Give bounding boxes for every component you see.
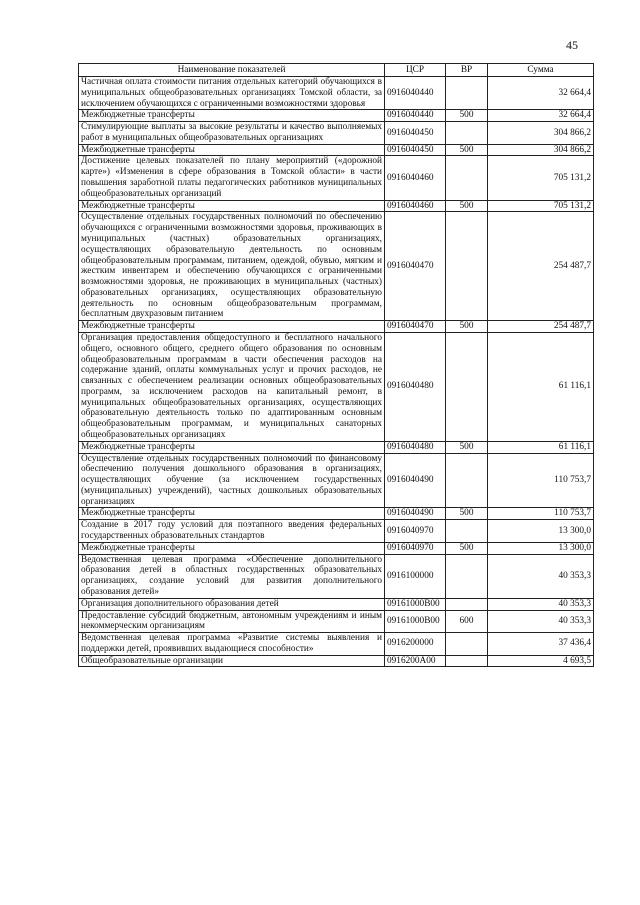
cell-name: Межбюджетные трансферты — [79, 441, 385, 453]
cell-vr — [446, 332, 488, 441]
cell-csr: 0916040450 — [385, 122, 446, 145]
cell-sum: 254 487,7 — [488, 321, 594, 333]
cell-sum: 37 436,4 — [488, 633, 594, 656]
cell-vr: 500 — [446, 144, 488, 156]
cell-sum: 4 693,5 — [488, 655, 594, 667]
cell-csr: 0916040480 — [385, 332, 446, 441]
cell-vr: 500 — [446, 542, 488, 554]
table-row — [79, 122, 594, 145]
header-sum: Сумма — [488, 64, 594, 77]
cell-name: Создание в 2017 году условий для поэтапного введения федеральных государственных образовательных стандартов — [79, 520, 385, 543]
cell-name: Межбюджетные трансферты — [79, 321, 385, 333]
table-row — [79, 508, 594, 520]
cell-csr: 0916040470 — [385, 321, 446, 333]
budget-table — [78, 63, 594, 667]
cell-vr — [446, 453, 488, 508]
cell-vr — [446, 77, 488, 110]
cell-sum: 705 131,2 — [488, 200, 594, 212]
cell-csr: 0916040440 — [385, 110, 446, 122]
cell-sum: 40 353,3 — [488, 554, 594, 598]
cell-sum: 110 753,7 — [488, 453, 594, 508]
cell-name: Межбюджетные трансферты — [79, 200, 385, 212]
cell-csr: 0916040490 — [385, 453, 446, 508]
cell-vr — [446, 520, 488, 543]
cell-csr: 09161000В00 — [385, 610, 446, 633]
cell-sum: 61 116,1 — [488, 441, 594, 453]
header-csr: ЦСР — [385, 64, 446, 77]
cell-sum: 705 131,2 — [488, 156, 594, 200]
table-row — [79, 610, 594, 633]
cell-vr: 500 — [446, 110, 488, 122]
table-row — [79, 144, 594, 156]
cell-csr: 0916040490 — [385, 508, 446, 520]
cell-vr: 600 — [446, 610, 488, 633]
table-row — [79, 542, 594, 554]
cell-vr: 500 — [446, 441, 488, 453]
cell-sum: 40 353,3 — [488, 610, 594, 633]
cell-name: Организация дополнительного образования детей — [79, 598, 385, 610]
cell-name: Межбюджетные трансферты — [79, 144, 385, 156]
cell-name: Ведомственная целевая программа «Развитие системы выявления и поддержки детей, проявивших выдающиеся способности» — [79, 633, 385, 656]
cell-name: Организация предоставления общедоступного и бесплатного начального общего, основного общего, среднего общего образования по основным общеобразовательным программам в части обеспечения расходов на содержание зданий, оплаты коммунальных услуг и прочих расходов, не связанных с обеспечением реализации основных общеобразовательных программ, за исключением расходов на капитальный ремонт, в муниципальных общеобразовательных организациях, осуществляющих образовательную деятельность только по адаптированным основным общеобразовательным программам, и муниципальных санаторных общеобразовательных организациях — [79, 332, 385, 441]
cell-sum: 32 664,4 — [488, 77, 594, 110]
cell-name: Межбюджетные трансферты — [79, 542, 385, 554]
table-row — [79, 156, 594, 200]
cell-csr: 0916040480 — [385, 441, 446, 453]
cell-name: Предоставление субсидий бюджетным, автономным учреждениям и иным некоммерческим организациям — [79, 610, 385, 633]
cell-csr: 0916040460 — [385, 200, 446, 212]
cell-vr: 500 — [446, 321, 488, 333]
table-row — [79, 212, 594, 321]
cell-vr — [446, 156, 488, 200]
cell-vr — [446, 633, 488, 656]
table-row — [79, 200, 594, 212]
table-row — [79, 77, 594, 110]
cell-csr: 0916200А00 — [385, 655, 446, 667]
table-row — [79, 655, 594, 667]
cell-csr: 0916040970 — [385, 520, 446, 543]
cell-name: Осуществление отдельных государственных полномочий по финансовому обеспечению получения дошкольного образования в организациях, осуществляющих обучение (за исключением государственных (муниципальных) учреждений), частных дошкольных образовательных организациях — [79, 453, 385, 508]
cell-name: Межбюджетные трансферты — [79, 110, 385, 122]
cell-sum: 304 866,2 — [488, 122, 594, 145]
cell-name: Стимулирующие выплаты за высокие результаты и качество выполняемых работ в муниципальных общеобразовательных организациях — [79, 122, 385, 145]
table-row — [79, 453, 594, 508]
cell-csr: 0916100000 — [385, 554, 446, 598]
cell-vr: 500 — [446, 508, 488, 520]
table-row — [79, 598, 594, 610]
cell-vr: 500 — [446, 200, 488, 212]
cell-csr: 0916040450 — [385, 144, 446, 156]
cell-name: Ведомственная целевая программа «Обеспечение дополнительного образования детей в областных государственных образовательных организациях, создание условий для развития дополнительного образования детей» — [79, 554, 385, 598]
header-vr: ВР — [446, 64, 488, 77]
cell-sum: 304 866,2 — [488, 144, 594, 156]
table-row — [79, 321, 594, 333]
cell-vr — [446, 598, 488, 610]
cell-name: Частичная оплата стоимости питания отдельных категорий обучающихся в муниципальных общеобразовательных организациях Томской области, за исключением обучающихся с ограниченными возможностями здоровья — [79, 77, 385, 110]
cell-name: Межбюджетные трансферты — [79, 508, 385, 520]
cell-sum: 32 664,4 — [488, 110, 594, 122]
table-row — [79, 332, 594, 441]
table-row — [79, 110, 594, 122]
cell-vr — [446, 554, 488, 598]
cell-csr: 09161000В00 — [385, 598, 446, 610]
cell-name: Достижение целевых показателей по плану мероприятий («дорожной карте») «Изменения в сфере образования в Томской области» в части повышения заработной платы педагогических работников муниципальных общеобразовательных организаций — [79, 156, 385, 200]
cell-vr — [446, 122, 488, 145]
cell-name: Общеобразовательные организации — [79, 655, 385, 667]
table-row — [79, 520, 594, 543]
cell-name: Осуществление отдельных государственных полномочий по обеспечению обучающихся с ограниченными возможностями здоровья, проживающих в муниципальных (частных) образовательных организациях, осуществляющих образовательную деятельность по основным общеобразовательным программам, питанием, одеждой, обувью, мягким и жестким инвентарем и обеспечению обучающихся с ограниченными возможностями здоровья, не проживающих в муниципальных (частных) образовательных организациях, осуществляющих образовательную деятельность по основным общеобразовательным программам, бесплатным двухразовым питанием — [79, 212, 385, 321]
table-row — [79, 633, 594, 656]
table-row — [79, 554, 594, 598]
page-number: 45 — [566, 38, 578, 52]
cell-csr: 0916040470 — [385, 212, 446, 321]
cell-sum: 110 753,7 — [488, 508, 594, 520]
cell-sum: 254 487,7 — [488, 212, 594, 321]
cell-csr: 0916040440 — [385, 77, 446, 110]
cell-sum: 61 116,1 — [488, 332, 594, 441]
cell-csr: 0916200000 — [385, 633, 446, 656]
cell-sum: 40 353,3 — [488, 598, 594, 610]
cell-vr — [446, 212, 488, 321]
cell-sum: 13 300,0 — [488, 542, 594, 554]
cell-csr: 0916040460 — [385, 156, 446, 200]
cell-csr: 0916040970 — [385, 542, 446, 554]
table-row — [79, 441, 594, 453]
cell-sum: 13 300,0 — [488, 520, 594, 543]
table-header-row — [79, 64, 594, 77]
cell-vr — [446, 655, 488, 667]
header-name: Наименование показателей — [79, 64, 385, 77]
